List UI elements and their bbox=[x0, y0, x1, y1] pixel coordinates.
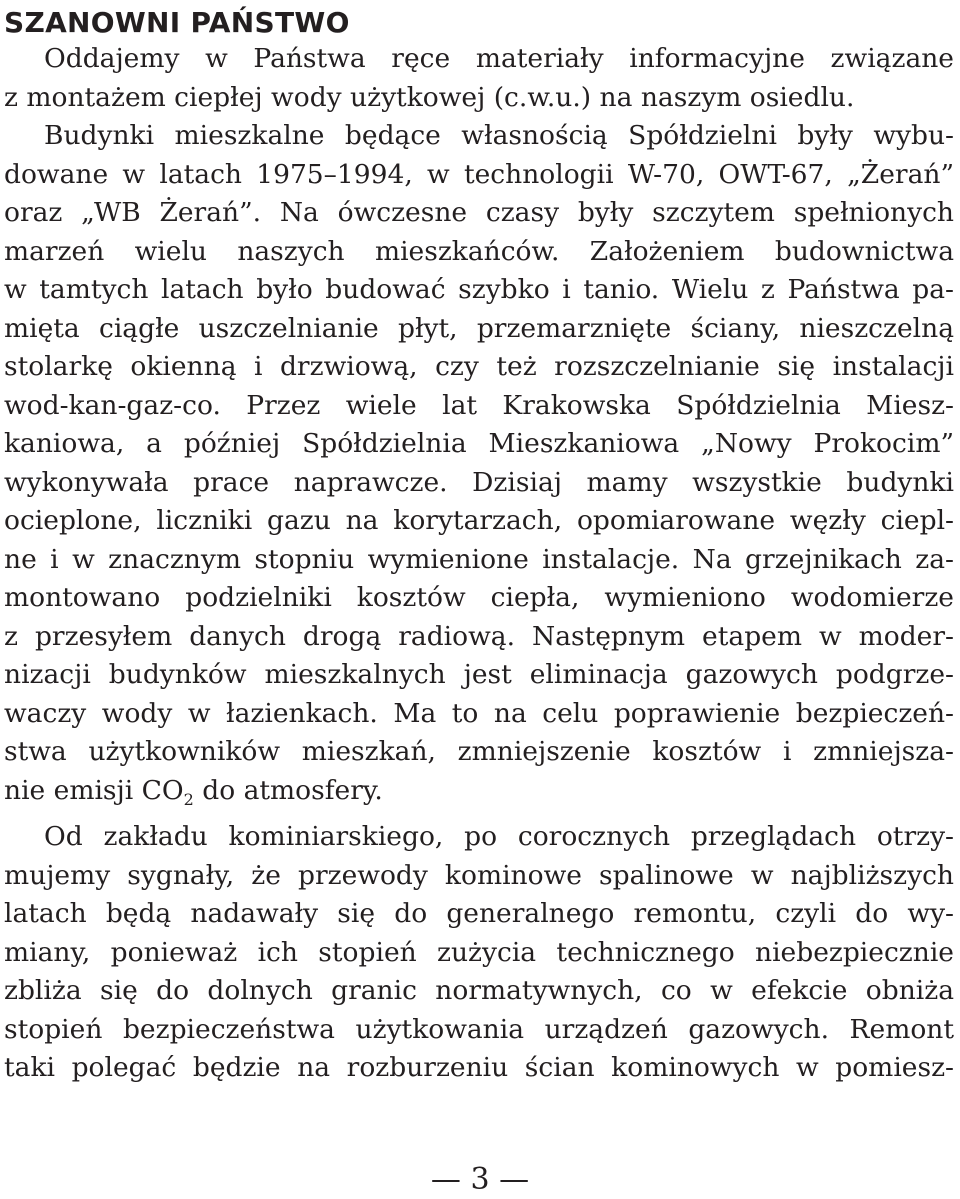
text-line: wykonywała prace naprawcze. Dzisiaj mamy wszystkie budynki bbox=[4, 466, 954, 498]
text-line: z przesyłem danych drogą radiową. Następnym etapem w moder- bbox=[4, 620, 954, 652]
co2-text-after: do atmosfery. bbox=[193, 774, 383, 806]
text-line: Budynki mieszkalne będące własnością Spółdzielni były wybu- bbox=[44, 120, 954, 151]
text-line: zbliża się do dolnych granic normatywnych, co w efekcie obniża bbox=[4, 975, 954, 1006]
text-line: dowane w latach 1975–1994, w technologii W-70, OWT-67, „Żerań” bbox=[4, 158, 954, 190]
text-line: Oddajemy w Państwa ręce materiały informacyjne związane bbox=[44, 43, 954, 74]
text-line: marzeń wielu naszych mieszkańców. Założeniem budownictwa bbox=[4, 235, 954, 267]
text-line: taki polegać będzie na rozburzeniu ścian kominowych w pomiesz- bbox=[4, 1052, 954, 1083]
co2-subscript: 2 bbox=[183, 789, 194, 809]
text-line: waczy wody w łazienkach. Ma to na celu poprawienie bezpieczeń- bbox=[4, 697, 954, 729]
text-line: mięta ciągłe uszczelnianie płyt, przemarznięte ściany, nieszczelną bbox=[4, 312, 954, 344]
text-line: oraz „WB Żerań”. Na ówczesne czasy były szczytem spełnionych bbox=[4, 197, 954, 228]
text-line: mujemy sygnały, że przewody kominowe spalinowe w najbliższych bbox=[4, 859, 954, 891]
text-line: ne i w znacznym stopniu wymienione instalacje. Na grzejnikach za- bbox=[4, 543, 954, 575]
text-line: stolarkę okienną i drzwiową, czy też rozszczelnianie się instalacji bbox=[4, 351, 954, 382]
paragraph-chimney bbox=[4, 818, 954, 1088]
text-line: wod-kan-gaz-co. Przez wiele lat Krakowska Spółdzielnia Miesz- bbox=[4, 389, 954, 421]
text-line: stwa użytkowników mieszkań, zmniejszenie kosztów i zmniejsza- bbox=[4, 736, 954, 767]
text-line: stopień bezpieczeństwa użytkowania urządzeń gazowych. Remont bbox=[4, 1013, 954, 1045]
text-line: latach będą nadawały się do generalnego remontu, czyli do wy- bbox=[4, 898, 954, 929]
text-line: z montażem ciepłej wody użytkowej (c.w.u.) na naszym osiedlu. bbox=[4, 81, 855, 113]
page-heading: SZANOWNI PAŃSTWO bbox=[4, 6, 350, 39]
page-number: — 3 — bbox=[430, 1162, 530, 1197]
text-line: nizacji budynków mieszkalnych jest eliminacja gazowych podgrze- bbox=[4, 659, 954, 690]
text-line: kaniowa, a później Spółdzielnia Mieszkaniowa „Nowy Prokocim” bbox=[4, 428, 954, 459]
paragraph-intro bbox=[4, 40, 954, 117]
text-line: ocieplone, liczniki gazu na korytarzach, opomiarowane węzły ciepl- bbox=[4, 505, 954, 536]
text-line: Od zakładu kominiarskiego, po corocznych przeglądach otrzy- bbox=[44, 821, 954, 852]
text-line: w tamtych latach było budować szybko i tanio. Wielu z Państwa pa- bbox=[4, 274, 954, 305]
text-line: miany, ponieważ ich stopień zużycia technicznego niebezpiecznie bbox=[4, 936, 954, 968]
co2-text-before: nie emisji CO bbox=[4, 774, 184, 806]
text-line-co2 bbox=[4, 772, 954, 811]
text-line: montowano podzielniki kosztów ciepła, wymieniono wodomierze bbox=[4, 582, 954, 613]
document-page bbox=[4, 6, 954, 1088]
paragraph-buildings bbox=[4, 117, 954, 810]
